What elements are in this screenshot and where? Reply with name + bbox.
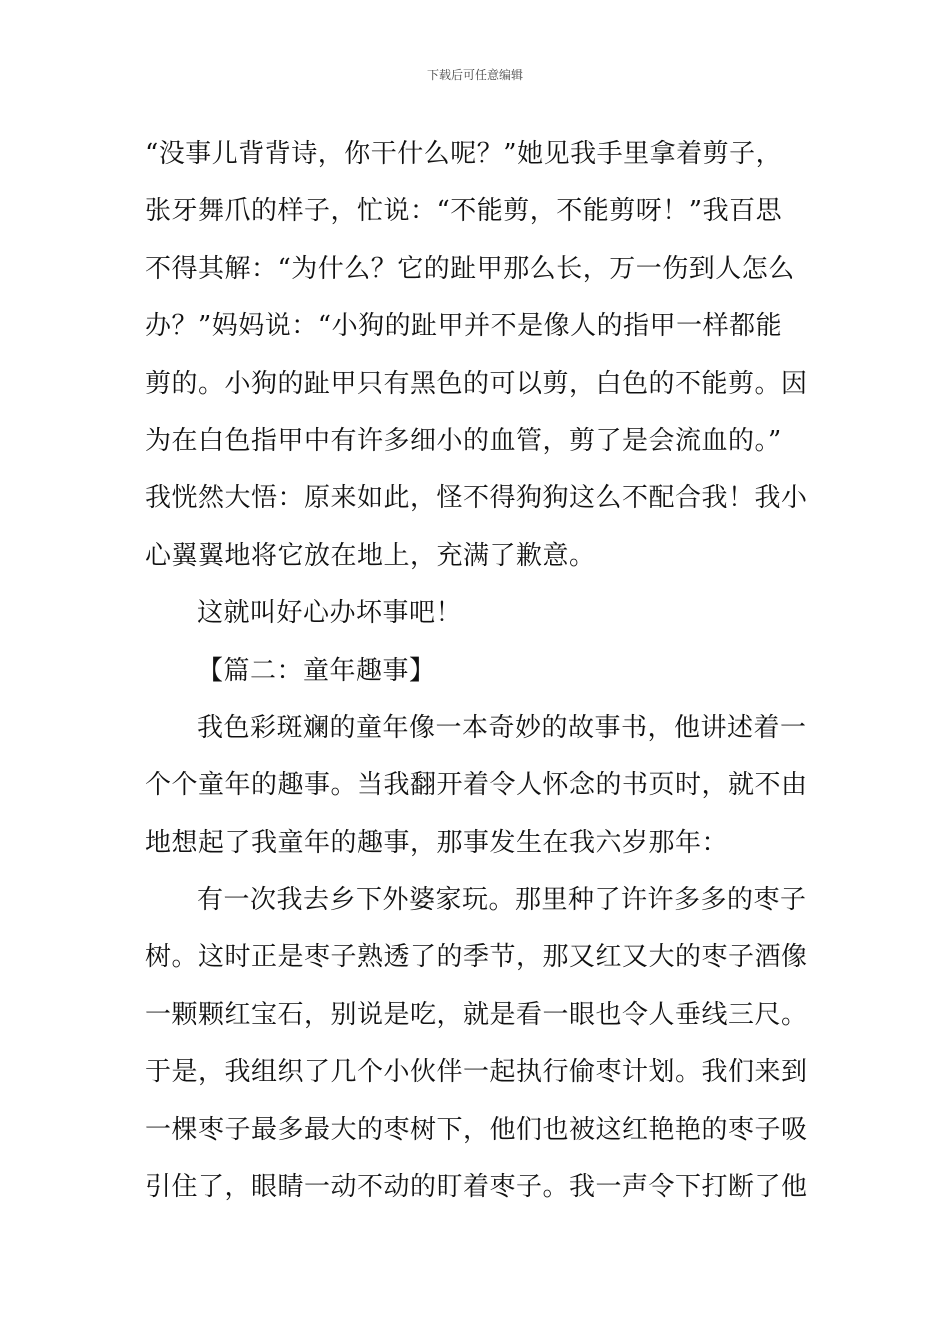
text-line: 于是，我组织了几个小伙伴一起执行偷枣计划。我们来到	[145, 1057, 808, 1088]
text-line: 我恍然大悟：原来如此，怪不得狗狗这么不配合我！我小	[145, 483, 808, 514]
text-line: 一棵枣子最多最大的枣树下，他们也被这红艳艳的枣子吸	[145, 1114, 808, 1145]
text-line: 剪的。小狗的趾甲只有黑色的可以剪，白色的不能剪。因	[145, 368, 808, 399]
text-line: 不得其解：“为什么？它的趾甲那么长，万一伤到人怎么	[145, 253, 795, 284]
text-line: “没事儿背背诗，你干什么呢？”她见我手里拿着剪子，	[145, 139, 783, 169]
text-line: 地想起了我童年的趣事，那事发生在我六岁那年：	[145, 827, 729, 858]
page-header: 下载后可任意编辑	[426, 68, 523, 82]
text-line: 为在白色指甲中有许多细小的血管，剪了是会流血的。”	[145, 425, 782, 456]
text-line: 这就叫好心办坏事吧！	[197, 598, 463, 629]
text-line: 张牙舞爪的样子，忙说：“不能剪，不能剪呀！”我百思	[145, 196, 783, 227]
text-line: 一颗颗红宝石，别说是吃，就是看一眼也令人垂线三尺。	[145, 999, 808, 1030]
section-heading: 【篇二：童年趣事】	[197, 655, 436, 686]
text-line: 引住了，眼睛一动不动的盯着枣子。我一声令下打断了他	[145, 1172, 808, 1203]
text-line: 个个童年的趣事。当我翻开着令人怀念的书页时，就不由	[145, 770, 808, 801]
text-line: 有一次我去乡下外婆家玩。那里种了许许多多的枣子	[197, 885, 807, 916]
document-body	[145, 129, 807, 1219]
text-line: 我色彩斑斓的童年像一本奇妙的故事书，他讲述着一	[197, 712, 807, 743]
text-line: 树。这时正是枣子熟透了的季节，那又红又大的枣子酒像	[145, 942, 808, 973]
text-line: 心翼翼地将它放在地上，充满了歉意。	[145, 540, 596, 571]
text-line: 办？”妈妈说：“小狗的趾甲并不是像人的指甲一样都能	[145, 311, 783, 342]
